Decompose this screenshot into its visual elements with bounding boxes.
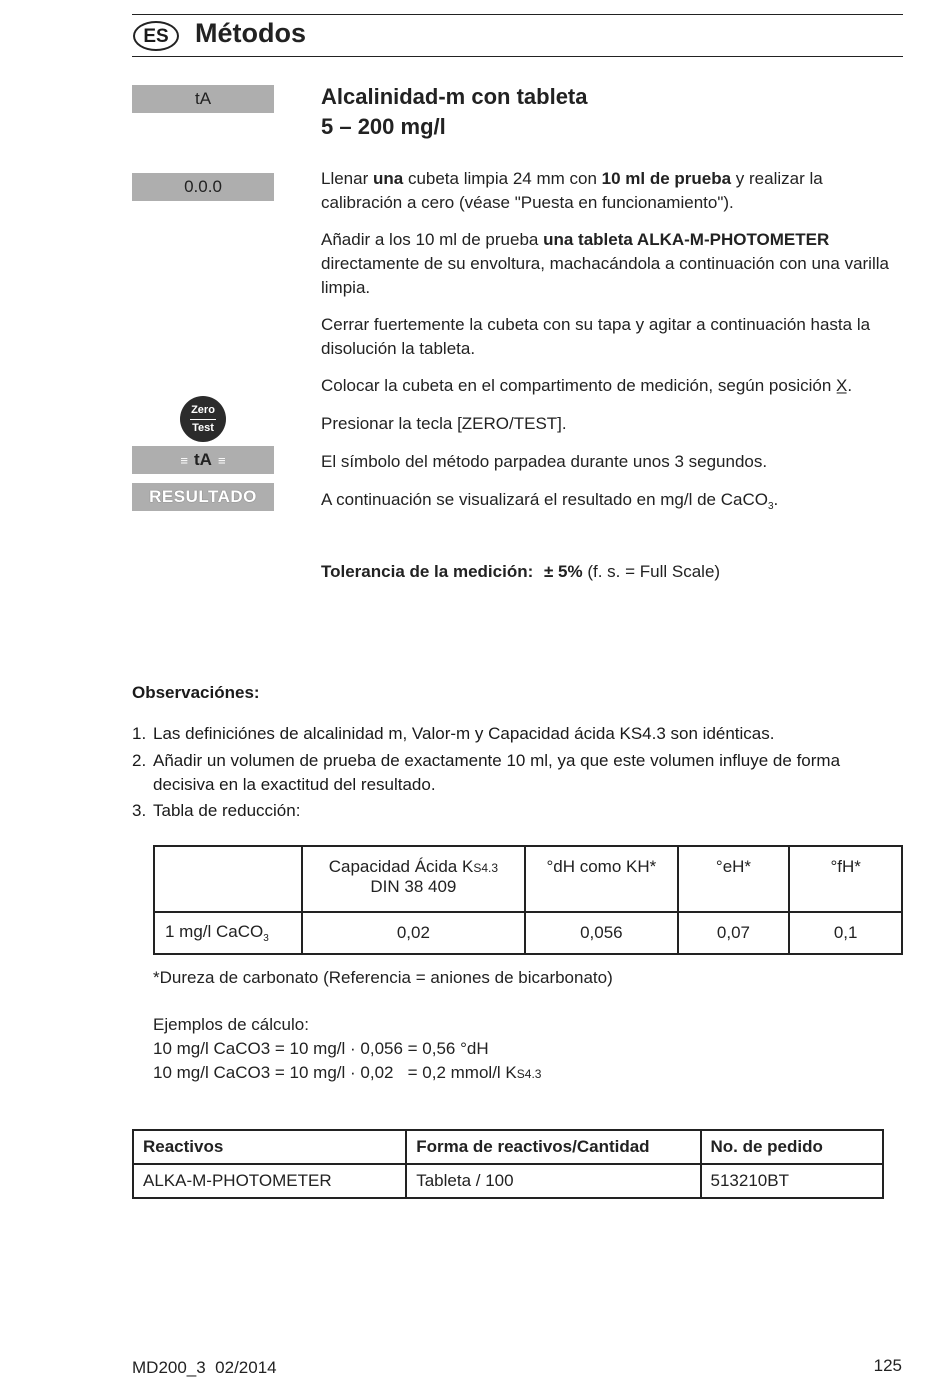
step-3: Cerrar fuertemente la cubeta con su tapa y agitar a continuación hasta la disolución la tableta.: [321, 315, 871, 358]
reduction-header-empty: [154, 846, 302, 912]
method-code-display: tA: [132, 85, 274, 113]
step-6: El símbolo del método parpadea durante unos 3 segundos.: [321, 452, 768, 471]
observation-item: [132, 749, 882, 797]
step-2-text-b: directamente de su envoltura, machacándola a continuación con una varilla limpia.: [321, 254, 889, 297]
step-2-text-a: Añadir a los 10 ml de prueba: [321, 230, 544, 249]
reagents-table: [132, 1129, 884, 1199]
blinking-method-display: [132, 446, 274, 474]
zero-display: 0.0.0: [132, 173, 274, 201]
acid-capacity-standard: DIN 38 409: [370, 877, 457, 896]
tolerance: [321, 562, 720, 582]
reduction-footnote: *Dureza de carbonato (Referencia = aniones de bicarbonato): [153, 968, 613, 987]
step-1-text-a: Llenar: [321, 169, 373, 188]
reduction-header-dh: °dH como KH*: [525, 846, 678, 912]
step-2: [321, 228, 903, 300]
method-range: 5 – 200 mg/l: [321, 114, 446, 139]
step-1: [321, 167, 903, 215]
result-display: RESULTADO: [132, 483, 274, 511]
observation-number: 1.: [132, 724, 147, 743]
reduction-table: [153, 845, 903, 955]
acid-capacity-subscript: S4.3: [473, 861, 498, 875]
observation-text: Añadir un volumen de prueba de exactamente 10 ml, ya que este volumen influye de forma decisiva en la exactitud del resultado.: [153, 751, 841, 794]
step-7: [321, 488, 903, 519]
row-label-text: 1 mg/l CaCO: [165, 922, 264, 941]
observation-text: Tabla de reducción:: [153, 801, 301, 820]
row-label-subscript: 3: [263, 933, 269, 944]
reduction-table-header-row: [154, 846, 902, 912]
reagents-header-form: Forma de reactivos/Cantidad: [406, 1130, 700, 1164]
reagent-order-number: 513210BT: [701, 1164, 884, 1198]
reduction-header-fh: °fH*: [789, 846, 902, 912]
example-line-1: 10 mg/l CaCO3 = 10 mg/l · 0,056 = 0,56 °dH: [153, 1039, 489, 1058]
step-1-text-b: cubeta limpia 24 mm con: [403, 169, 602, 188]
step-1-bold-b: 10 ml de prueba: [601, 169, 732, 188]
step-2-bold: una tableta ALKA-M-PHOTOMETER: [543, 230, 830, 249]
example-line-2-subscript: S4.3: [516, 1067, 542, 1081]
observation-number: 3.: [132, 801, 147, 820]
footer-document-id: MD200_3 02/2014: [132, 1358, 277, 1377]
reduction-cell-dh: 0,056: [525, 912, 678, 954]
header-top-rule: [132, 14, 903, 15]
step-4-text: Colocar la cubeta en el compartimento de medición, según posición: [321, 376, 832, 395]
tolerance-label: Tolerancia de la medición:: [321, 562, 534, 581]
observation-number: 2.: [132, 751, 147, 770]
reagent-form: Tableta / 100: [406, 1164, 700, 1198]
tolerance-note: (f. s. = Full Scale): [587, 562, 721, 581]
reagents-header-name: Reactivos: [133, 1130, 406, 1164]
examples-title: Ejemplos de cálculo:: [153, 1015, 309, 1034]
tolerance-value: ± 5%: [543, 562, 583, 581]
reduction-header-acid-capacity: [302, 846, 525, 912]
zero-test-divider: [190, 419, 216, 420]
step-4: Colocar la cubeta en el compartimento de medición, según posición X̲.: [321, 376, 853, 395]
step-7-period: .: [773, 490, 779, 509]
step-5: Presionar la tecla [ZERO/TEST].: [321, 414, 567, 433]
reagents-row: [133, 1164, 883, 1198]
language-badge: ES: [133, 21, 179, 51]
observations-title: Observaciónes:: [132, 683, 260, 702]
reduction-cell-eh: 0,07: [678, 912, 790, 954]
test-label: Test: [192, 421, 214, 434]
example-line-2: [153, 1061, 541, 1086]
reduction-table-row: [154, 912, 902, 954]
step-7-subscript: 3: [767, 501, 774, 512]
reagents-header-order: No. de pedido: [701, 1130, 884, 1164]
page-title: Métodos: [195, 18, 306, 48]
step-1-bold-a: una: [372, 169, 404, 188]
method-title: [321, 82, 588, 142]
step-1-text-c: y realizar la calibración a cero (véase "Puesta en funcionamiento").: [321, 169, 823, 212]
method-title-line1: Alcalinidad-m con tableta: [321, 84, 588, 109]
reduction-cell-acid-capacity: 0,02: [302, 912, 525, 954]
reagents-header-row: [133, 1130, 883, 1164]
example-line-2-text: 10 mg/l CaCO3 = 10 mg/l · 0,02 = 0,2 mmol/l K: [153, 1063, 517, 1082]
reduction-row-label: [154, 912, 302, 954]
reduction-header-eh: °eH*: [678, 846, 790, 912]
observation-item: [132, 799, 882, 823]
acid-capacity-label: Capacidad Ácida K: [328, 857, 474, 876]
reagent-name: ALKA-M-PHOTOMETER: [133, 1164, 406, 1198]
observation-item: [132, 722, 882, 746]
position-mark-icon: X̲: [836, 376, 848, 395]
blink-right-icon: ≡: [217, 452, 226, 468]
header-bottom-rule: [132, 56, 903, 57]
blink-code: tA: [194, 450, 212, 469]
observation-text: Las definiciónes de alcalinidad m, Valor-m y Capacidad ácida KS4.3 son idénticas.: [153, 724, 775, 743]
step-7-text: A continuación se visualizará el resultado en mg/l de CaCO: [321, 490, 768, 509]
zero-label: Zero: [191, 403, 215, 416]
page-number: 125: [873, 1356, 902, 1375]
blink-left-icon: ≡: [180, 452, 189, 468]
reduction-cell-fh: 0,1: [789, 912, 902, 954]
zero-test-button-icon: [180, 396, 226, 442]
